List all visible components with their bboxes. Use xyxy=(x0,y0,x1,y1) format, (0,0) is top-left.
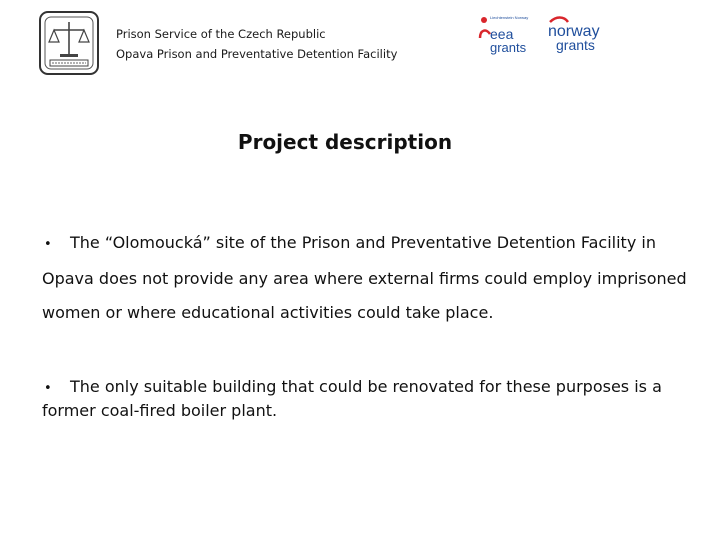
slide-title: Project description xyxy=(237,130,453,154)
bullet-text-2: The only suitable building that could be renovated for these purposes is a former coal-fired boiler plant. xyxy=(42,377,662,420)
norway-grants-logo xyxy=(546,12,614,56)
eea-grants-logo xyxy=(476,12,540,56)
bullet-marker: • xyxy=(44,381,52,396)
bullet-marker: • xyxy=(44,237,52,252)
bullet-paragraph-2 xyxy=(42,376,692,422)
eea-small-text: Liechtenstein Norway xyxy=(490,15,529,20)
bullet-text-1: The “Olomoucká” site of the Prison and Preventative Detention Facility in Opava does not provide any area where external firms could employ imprisoned women or where educational activities could take place. xyxy=(42,233,687,322)
norway-grants-word: grants xyxy=(556,37,595,53)
header-organization xyxy=(116,24,397,64)
prison-service-seal-icon xyxy=(36,10,102,76)
norway-word: norway xyxy=(548,23,600,40)
header-line-2: Opava Prison and Preventative Detention Facility xyxy=(116,47,398,61)
eea-word: eea xyxy=(490,26,514,42)
header-line-1: Prison Service of the Czech Republic xyxy=(116,27,326,41)
eea-accent-dot xyxy=(481,17,487,23)
eea-grants-word: grants xyxy=(490,40,527,55)
bullet-paragraph-1 xyxy=(42,226,692,330)
